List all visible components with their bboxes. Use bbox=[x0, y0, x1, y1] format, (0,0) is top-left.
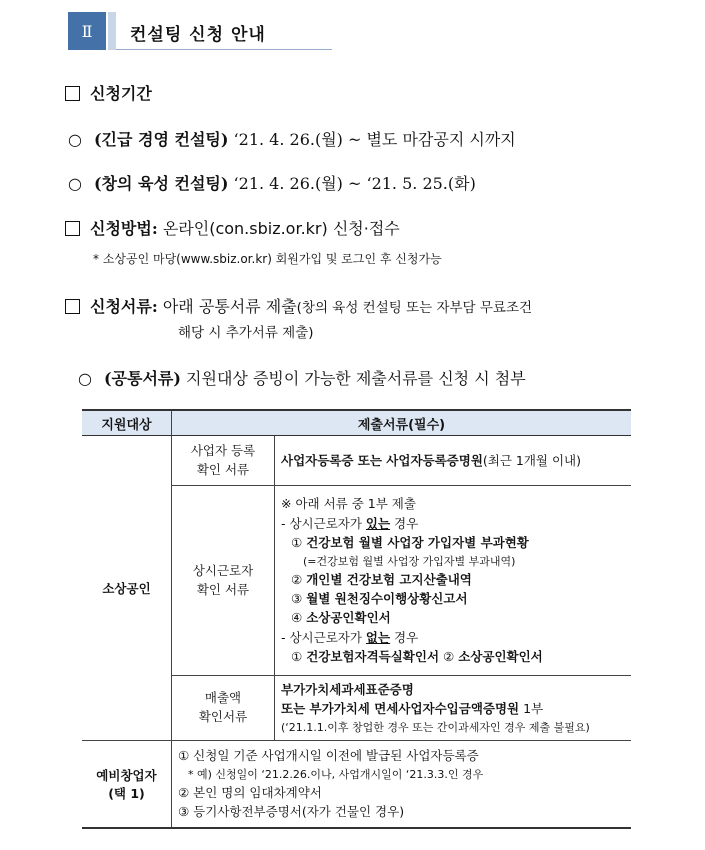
startup-period-text: ‘21. 4. 26.(월) ~ ‘21. 5. 25.(화) bbox=[233, 174, 476, 193]
section-title: 컨설팅 신청 안내 bbox=[130, 25, 266, 45]
biz-reg-content: 사업자등록증 또는 사업자등록증명원(최근 1개월 이내) bbox=[275, 436, 632, 486]
section-number-badge: Ⅱ bbox=[68, 12, 106, 50]
sales-label: 매출액 확인서류 bbox=[172, 676, 275, 741]
circle-bullet-icon: ○ bbox=[78, 369, 92, 388]
checkbox-square-icon bbox=[65, 86, 80, 101]
common-label: (공통서류) bbox=[103, 369, 181, 388]
period-heading: 신청기간 bbox=[90, 84, 152, 103]
section-header bbox=[68, 12, 332, 50]
method-note: * 소상공인 마당(www.sbiz.or.kr) 회원가입 및 로그인 후 신청가능 bbox=[93, 252, 442, 266]
section-title-underline bbox=[116, 49, 332, 50]
target-pre-founder: 예비창업자 (택 1) bbox=[82, 740, 172, 828]
pre-founder-content: ① 신청일 기준 사업개시일 이전에 발급된 사업자등록증 * 예) 신청일이 ‘21.2.26.이나, 사업개시일이 ‘21.3.3.인 경우 ② 본인 명의 임대차계약서 ③ 등기사항전부증명서(자가 건물인 경우) bbox=[172, 740, 632, 828]
urgent-label: (긴급 경영 컨설팅) bbox=[93, 130, 229, 149]
method-text: 온라인(con.sbiz.or.kr) 신청·접수 bbox=[162, 219, 400, 238]
period-heading-line bbox=[65, 81, 152, 104]
startup-period-line bbox=[68, 171, 476, 194]
urgent-period-text: ‘21. 4. 26.(월) ~ 별도 마감공지 시까지 bbox=[233, 130, 516, 149]
header-target: 지원대상 bbox=[82, 410, 172, 436]
sales-content: 부가가치세과세표준증명 또는 부가가치세 면세사업자수입금액증명원 1부 (‘21.1.1.이후 창업한 경우 또는 간이과세자인 경우 제출 불필요) bbox=[275, 676, 632, 741]
header-documents: 제출서류(필수) bbox=[172, 410, 632, 436]
required-documents-table bbox=[82, 409, 631, 829]
checkbox-square-icon bbox=[65, 299, 80, 314]
employee-label: 상시근로자 확인 서류 bbox=[172, 486, 275, 676]
circle-bullet-icon: ○ bbox=[68, 174, 82, 193]
docs-paren-1: (창의 육성 컨설팅 또는 자부담 무료조건 bbox=[296, 300, 533, 316]
startup-label: (창의 육성 컨설팅) bbox=[93, 174, 229, 193]
table-row bbox=[82, 436, 631, 486]
docs-heading: 신청서류: bbox=[90, 297, 158, 316]
urgent-period-line bbox=[68, 127, 516, 150]
common-docs-line bbox=[78, 366, 526, 389]
docs-line bbox=[65, 294, 532, 317]
table-row bbox=[82, 740, 631, 828]
section-badge-strip bbox=[108, 12, 116, 50]
biz-reg-label: 사업자 등록 확인 서류 bbox=[172, 436, 275, 486]
docs-text: 아래 공통서류 제출 bbox=[162, 297, 297, 316]
common-text: 지원대상 증빙이 가능한 제출서류를 신청 시 첨부 bbox=[186, 369, 526, 388]
docs-paren-2: 해당 시 추가서류 제출) bbox=[178, 325, 314, 341]
circle-bullet-icon: ○ bbox=[68, 130, 82, 149]
target-small-business: 소상공인 bbox=[82, 436, 172, 741]
checkbox-square-icon bbox=[65, 221, 80, 236]
employee-content: ※ 아래 서류 중 1부 제출 - 상시근로자가 있는 경우 ① 건강보험 월별 사업장 가입자별 부과현황 (=건강보험 월별 사업장 가입자별 부과내역) ② 개인별 건강보험 고지산출내역 ③ 월별 원천징수이행상황신고서 ④ 소상공인확인서 - 상시근로자가 없는 경우 ① 건강보험자격득실확인서 ② 소상공인확인서 bbox=[275, 486, 632, 676]
method-heading: 신청방법: bbox=[90, 219, 158, 238]
table-header-row bbox=[82, 410, 631, 436]
method-line bbox=[65, 216, 400, 239]
